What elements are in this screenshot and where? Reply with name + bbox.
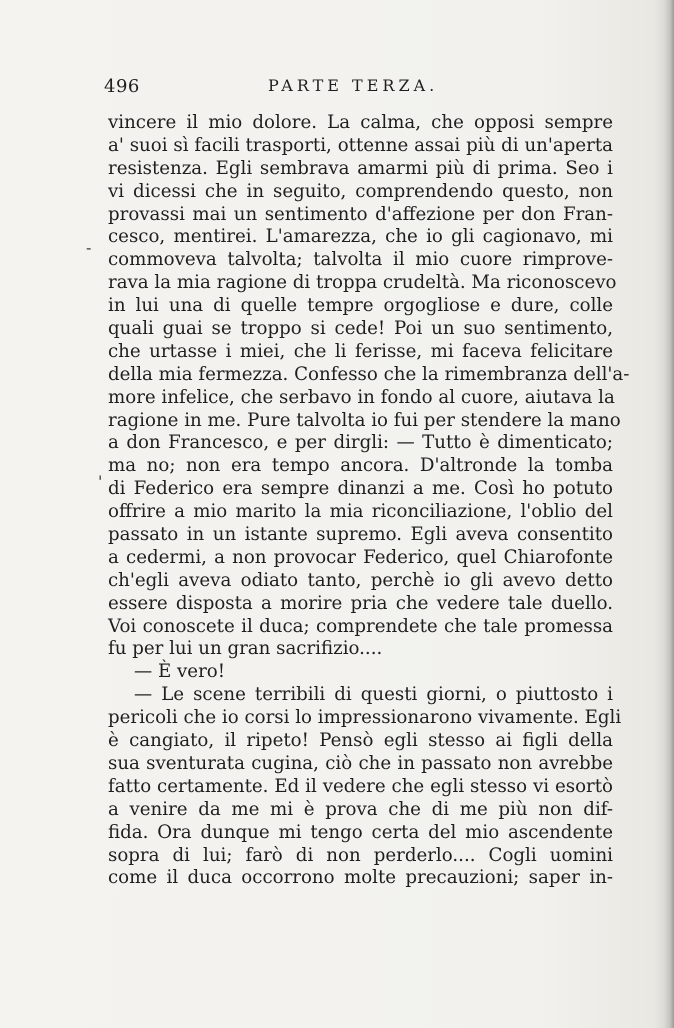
text-line: a cedermi, a non provocar Federico, quel Chiarofonte [108, 546, 613, 568]
text-line: passato in un istante supremo. Egli aveva consentito [108, 524, 613, 546]
text-line: fatto certamente. Ed il vedere che egli stesso vi esortò [108, 775, 613, 797]
text-line: che urtasse i miei, che li ferisse, mi faceva felicitare [108, 340, 613, 362]
margin-mark: ' [98, 472, 103, 491]
text-line: ragione in me. Pure talvolta io fui per stendere la mano [108, 409, 621, 431]
text-line: è cangiato, il ripeto! Pensò egli stesso ai figli della [108, 730, 613, 752]
text-line: a' suoi sì facili trasporti, ottenne assai più di un'aperta [108, 134, 613, 156]
text-line: essere disposta a morire pria che vedere tale duello. [108, 592, 613, 614]
text-line: fu per lui un gran sacrifizio.... [108, 638, 383, 660]
text-line: sopra di lui; farò di non perderlo.... Cogli uomini [108, 844, 613, 866]
text-line: — È vero! [134, 661, 226, 683]
text-line: rava la mia ragione di troppa crudeltà. Ma riconoscevo [108, 272, 617, 294]
text-line: Voi conoscete il duca; comprendete che tale promessa [108, 615, 613, 637]
text-line: more infelice, che serbavo in fondo al cuore, aiutava la [108, 386, 615, 408]
text-line: pericoli che io corsi lo impressionarono vivamente. Egli [108, 707, 622, 729]
text-line: ch'egli aveva odiato tanto, perchè io gli avevo detto [108, 569, 613, 591]
page-edge-shadow [664, 0, 674, 1028]
text-line: di Federico era sempre dinanzi a me. Così ho potuto [108, 478, 613, 500]
text-line: resistenza. Egli sembrava amarmi più di prima. Seo i [108, 157, 613, 179]
text-line: ma no; non era tempo ancora. D'altronde la tomba [108, 455, 613, 477]
text-line: a venire da me mi è prova che di me più non dif- [108, 798, 613, 820]
running-head: PARTE TERZA. [268, 76, 439, 95]
page-number: 496 [104, 76, 140, 97]
text-line: cesco, mentirei. L'amarezza, che io gli cagionavo, mi [108, 226, 613, 248]
text-line: offrire a mio marito la mia riconciliazione, l'oblio del [108, 501, 613, 523]
body-text [108, 112, 630, 890]
text-line: vincere il mio dolore. La calma, che opposi sempre [108, 112, 613, 133]
text-line: a don Francesco, e per dirgli: — Tutto è dimenticato; [108, 432, 613, 454]
margin-mark: - [86, 238, 92, 257]
text-line: vi dicessi che in seguito, comprendendo questo, non [108, 180, 613, 202]
text-line: commoveva talvolta; talvolta il mio cuore rimprove- [108, 249, 613, 271]
text-line: in lui una di quelle tempre orgogliose e dure, colle [108, 295, 613, 317]
text-line: provassi mai un sentimento d'affezione per don Fran- [108, 203, 613, 225]
text-line: fida. Ora dunque mi tengo certa del mio ascendente [108, 821, 613, 843]
text-line: della mia fermezza. Confesso che la rimembranza dell'a- [108, 363, 630, 385]
text-line: — Le scene terribili di questi giorni, o piuttosto i [134, 684, 613, 706]
text-line: sua sventurata cugina, ciò che in passato non avrebbe [108, 752, 613, 774]
page-header [104, 76, 624, 104]
text-line: come il duca occorrono molte precauzioni; saper in- [108, 867, 613, 889]
text-line: quali guai se troppo si cede! Poi un suo sentimento, [108, 318, 613, 340]
